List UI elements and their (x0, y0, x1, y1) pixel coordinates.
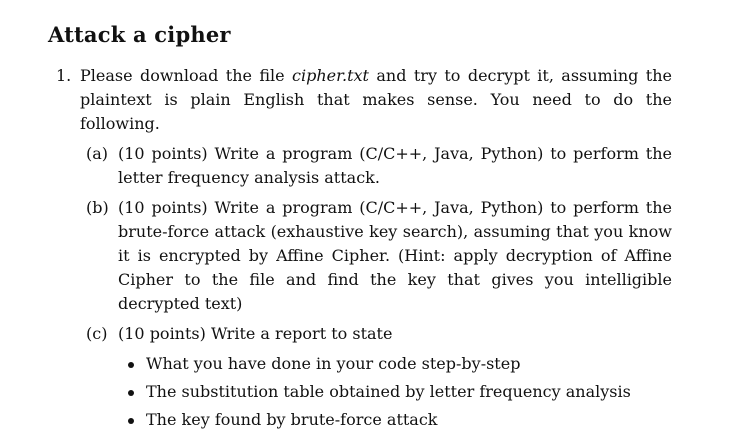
bullet-item (118, 352, 672, 376)
subitem-label: (a) (86, 144, 109, 163)
bullet-text: What you have done in your code step-by-step (146, 354, 521, 373)
report-bullet-list (118, 352, 672, 432)
question-number: 1. (56, 66, 72, 85)
subitem-b (86, 196, 672, 316)
subitem-label: (b) (86, 198, 109, 217)
file-name: cipher.txt (292, 66, 369, 85)
subitem-text: (10 points) Write a report to state (118, 324, 393, 343)
subitem-label: (c) (86, 324, 108, 343)
subitem-text: (10 points) Write a program (C/C++, Java, Python) to perform the letter frequency analysis attack. (118, 144, 672, 187)
subitem-a (86, 142, 672, 190)
bullet-item (118, 408, 672, 432)
section-title: Attack a cipher (48, 22, 231, 47)
bullet-text: The key found by brute-force attack (146, 410, 438, 429)
question-text-before-file: Please download the file (80, 66, 293, 85)
subitem-text: (10 points) Write a program (C/C++, Java, Python) to perform the brute-force attack (exhaustive key search), assuming that you know it is encrypted by Affine Cipher. (Hint: apply decryption of Affine Cipher to the file and find the key that gives you intelligible decrypted text) (118, 198, 672, 313)
bullet-item (118, 380, 672, 404)
bullet-text: The substitution table obtained by letter frequency analysis (146, 382, 631, 401)
question-1 (56, 64, 672, 438)
subitem-list (86, 142, 672, 432)
bullet-icon (128, 390, 134, 396)
bullet-icon (128, 362, 134, 368)
subitem-c (86, 322, 672, 432)
bullet-icon (128, 418, 134, 424)
question-text-after-file: and try to decrypt it, assuming the plaintext is plain English that makes sense. You need to do the following. (80, 66, 672, 133)
question-1-text (80, 64, 672, 136)
